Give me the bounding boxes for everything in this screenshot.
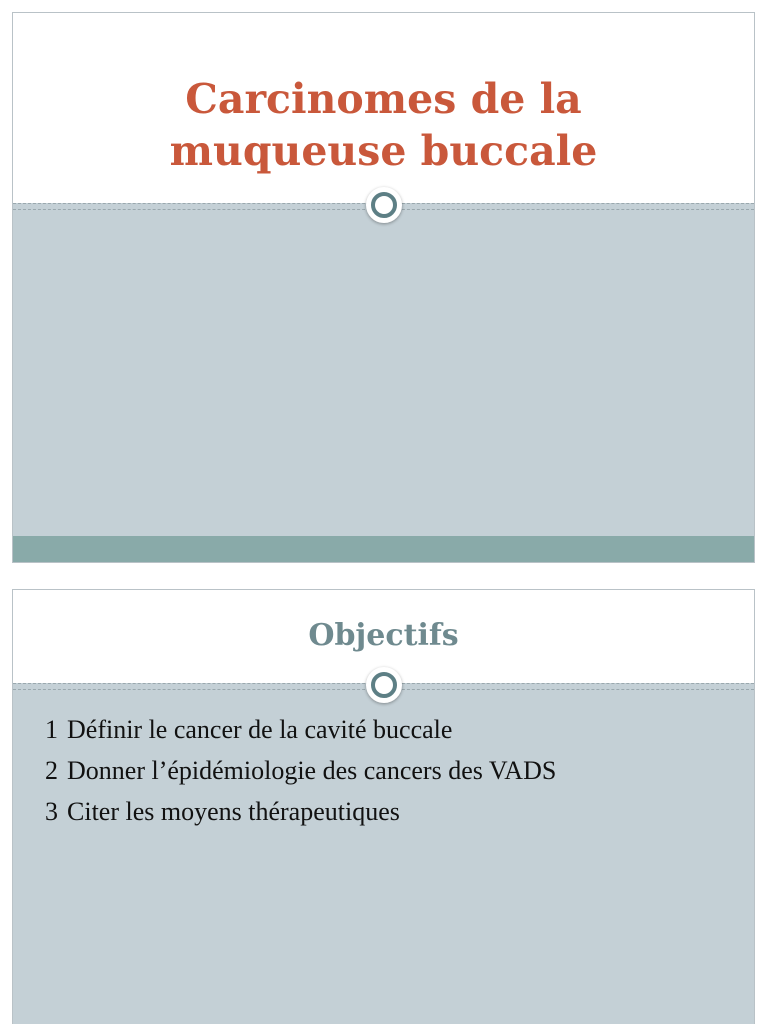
item-number: 1 — [45, 715, 58, 744]
item-text: Définir le cancer de la cavité buccale — [67, 715, 453, 744]
footer-band — [13, 536, 754, 562]
slide-title — [12, 12, 755, 563]
list-item — [45, 791, 556, 832]
slide-objectives — [12, 589, 755, 1024]
ring-ornament-icon — [366, 187, 402, 223]
list-item — [45, 709, 556, 750]
list-item — [45, 750, 556, 791]
item-text: Citer les moyens thérapeutiques — [67, 797, 400, 826]
slide-title-heading — [13, 73, 754, 177]
item-number: 2 — [45, 756, 58, 785]
title-line-2: muqueuse buccale — [169, 127, 598, 175]
title-line-1: Carcinomes de la — [185, 75, 582, 123]
objectives-list — [45, 709, 556, 832]
objectives-heading: Objectifs — [308, 618, 459, 653]
item-number: 3 — [45, 797, 58, 826]
item-text: Donner l’épidémiologie des cancers des VADS — [67, 756, 557, 785]
ring-ornament-icon — [366, 667, 402, 703]
